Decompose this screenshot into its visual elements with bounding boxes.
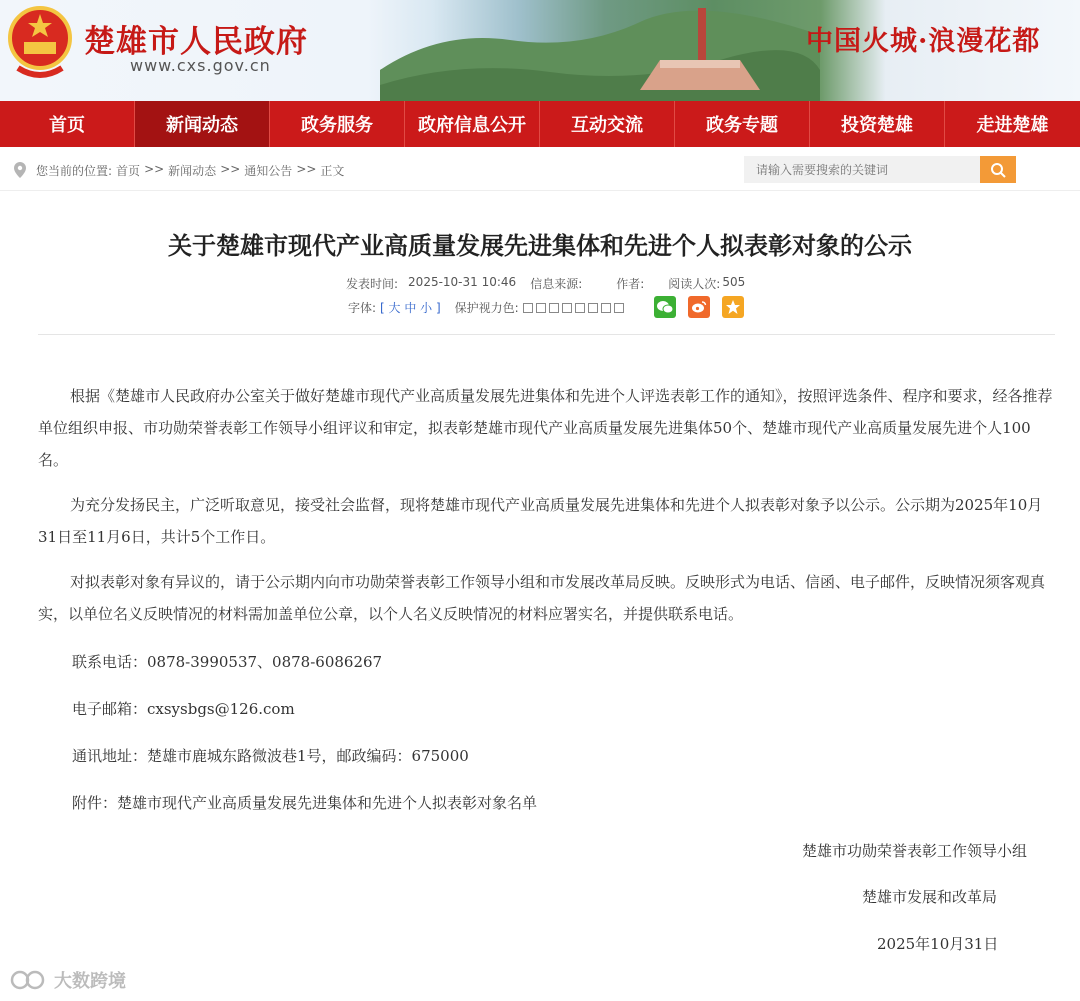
- breadcrumb-separator: >>: [296, 162, 317, 176]
- signature-group: 楚雄市功勋荣誉表彰工作领导小组: [802, 842, 1028, 860]
- font-size-switcher[interactable]: [ 大 中 小 ]: [380, 301, 441, 315]
- publish-label: 发表时间:: [346, 277, 399, 291]
- reads-count: 505: [722, 275, 746, 289]
- article-paragraph: 对拟表彰对象有异议的，请于公示期内向市功勋荣誉表彰工作领导小组和市发展改革局反映。反映形式为电话、信函、电子邮件，反映情况须客观真实，以单位名义反映情况的材料需加盖单位公章，以个人名义反映情况的材料应署实名，并提供联系电话。: [38, 573, 1046, 623]
- nav-item-interaction[interactable]: 互动交流: [540, 101, 675, 147]
- watermark-text: 大数跨境: [54, 971, 126, 992]
- breadcrumb-current: 正文: [320, 164, 345, 178]
- watermark: [10, 967, 126, 993]
- nav-item-invest[interactable]: 投资楚雄: [810, 101, 945, 147]
- nav-item-info-disclosure[interactable]: 政府信息公开: [405, 101, 540, 147]
- article-paragraph: 根据《楚雄市人民政府办公室关于做好楚雄市现代产业高质量发展先进集体和先进个人评选表彰工作的通知》，按照评选条件、程序和要求，经各推荐单位组织申报、市功勋荣誉表彰工作领导小组评议和审定，拟表彰楚雄市现代产业高质量发展先进集体50个、楚雄市现代产业高质量发展先进个人100名。: [38, 387, 1053, 469]
- font-size-label: 字体:: [348, 301, 377, 315]
- main-nav: [0, 101, 1080, 147]
- weibo-icon: [691, 300, 707, 314]
- publish-time: 2025-10-31 10:46: [408, 275, 517, 289]
- eye-care-color-option[interactable]: [588, 303, 598, 313]
- reads-label: 阅读人次:: [668, 277, 721, 291]
- eye-care-color-option[interactable]: [549, 303, 559, 313]
- site-title: 楚雄市人民政府: [84, 24, 308, 60]
- eye-care-color-option[interactable]: [562, 303, 572, 313]
- breadcrumb: [36, 162, 344, 179]
- landscape-illustration: [380, 0, 820, 101]
- nav-item-news[interactable]: 新闻动态: [135, 101, 270, 147]
- nav-item-gov-services[interactable]: 政务服务: [270, 101, 405, 147]
- signature-date: 2025年10月31日: [877, 935, 999, 953]
- eye-care-label: 保护视力色:: [454, 301, 519, 315]
- author-label: 作者:: [616, 277, 645, 291]
- contact-email: 电子邮箱：cxsysbgs@126.com: [72, 700, 295, 718]
- signature-bureau: 楚雄市发展和改革局: [862, 888, 998, 906]
- contact-address: 通讯地址：楚雄市鹿城东路微波巷1号，邮政编码：675000: [72, 747, 469, 765]
- breadcrumb-prefix: 您当前的位置:: [36, 164, 113, 178]
- contact-phone: 联系电话：0878-3990537、0878-6086267: [72, 653, 383, 671]
- share-wechat-button[interactable]: [654, 296, 676, 318]
- breadcrumb-separator: >>: [144, 162, 165, 176]
- site-banner: [0, 0, 1080, 101]
- national-emblem-icon: [4, 2, 76, 80]
- breadcrumb-home[interactable]: 首页: [116, 164, 141, 178]
- site-slogan: 中国火城·浪漫花都: [806, 26, 1041, 57]
- article-tools: [348, 299, 624, 316]
- nav-item-home[interactable]: 首页: [0, 101, 135, 147]
- search-input[interactable]: [744, 156, 980, 183]
- eye-care-colors: [523, 303, 624, 313]
- wechat-icon: [657, 300, 673, 314]
- article-meta: [346, 275, 745, 292]
- nav-item-topics[interactable]: 政务专题: [675, 101, 810, 147]
- eye-care-color-option[interactable]: [523, 303, 533, 313]
- header-divider: [38, 334, 1055, 335]
- breadcrumb-separator: >>: [220, 162, 241, 176]
- attachment-link[interactable]: 附件：楚雄市现代产业高质量发展先进集体和先进个人拟表彰对象名单: [72, 794, 538, 812]
- eye-care-color-option[interactable]: [575, 303, 585, 313]
- source-label: 信息来源:: [530, 277, 583, 291]
- star-icon: [725, 299, 741, 315]
- eye-care-color-option[interactable]: [536, 303, 546, 313]
- search-button[interactable]: [980, 156, 1016, 183]
- nav-item-about[interactable]: 走进楚雄: [976, 115, 1049, 136]
- share-weibo-button[interactable]: [688, 296, 710, 318]
- eye-care-color-option[interactable]: [601, 303, 611, 313]
- site-domain: www.cxs.gov.cn: [130, 56, 271, 75]
- location-pin-icon: [14, 162, 26, 178]
- breadcrumb-news[interactable]: 新闻动态: [168, 164, 217, 178]
- article-paragraph: 为充分发扬民主，广泛听取意见，接受社会监督，现将楚雄市现代产业高质量发展先进集体和先进个人拟表彰对象予以公示。公示期为2025年10月31日至11月6日，共计5个工作日。: [38, 496, 1043, 546]
- favorite-button[interactable]: [722, 296, 744, 318]
- breadcrumb-notices[interactable]: 通知公告: [244, 164, 293, 178]
- search-icon: [990, 162, 1006, 178]
- watermark-logo-icon: [10, 969, 50, 991]
- eye-care-color-option[interactable]: [614, 303, 624, 313]
- article-title: 关于楚雄市现代产业高质量发展先进集体和先进个人拟表彰对象的公示: [168, 232, 912, 260]
